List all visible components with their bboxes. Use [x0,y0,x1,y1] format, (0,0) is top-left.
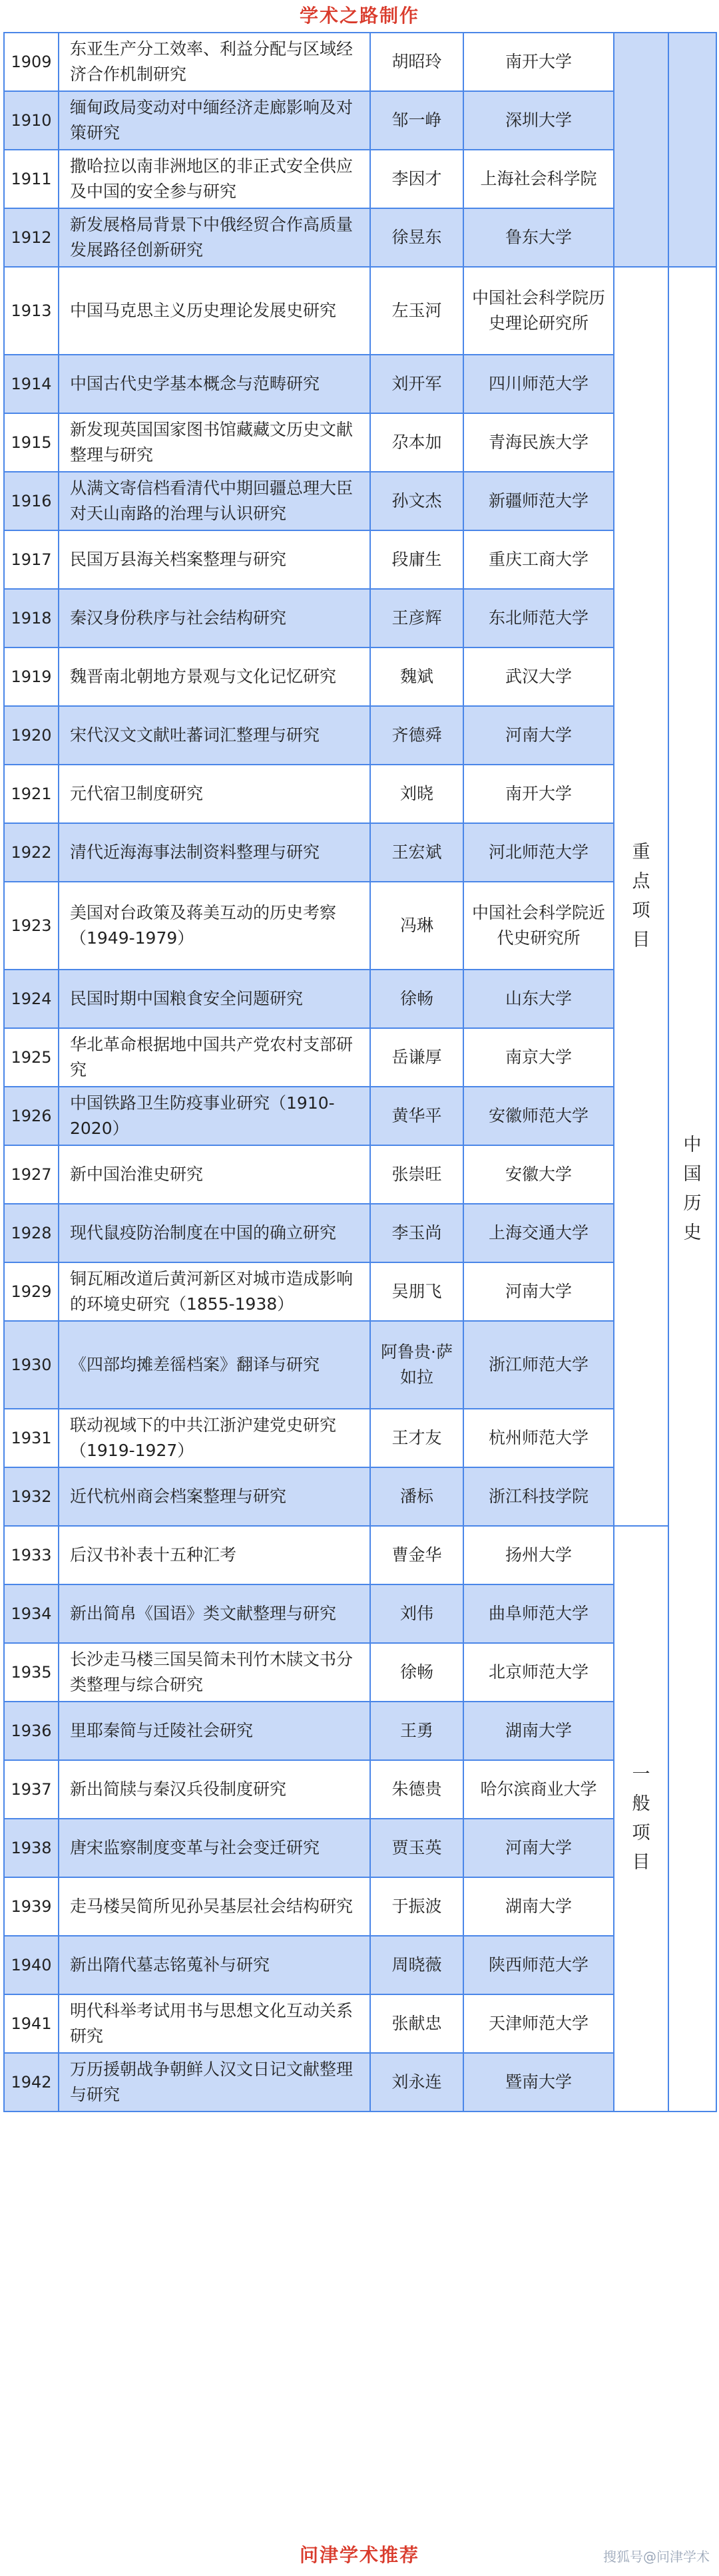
project-number: 1942 [4,2053,59,2112]
project-institution: 扬州大学 [463,1526,614,1584]
category-cell-blank [614,33,668,267]
table-row [4,1262,716,1321]
project-leader: 张崇旺 [370,1145,463,1204]
category-major [614,267,668,1526]
project-institution: 鲁东大学 [463,208,614,267]
project-number: 1918 [4,589,59,647]
footer-title: 问津学术推荐 [299,2544,419,2566]
project-leader: 王才友 [370,1409,463,1467]
project-number: 1924 [4,970,59,1028]
table-row [4,765,716,823]
project-number: 1937 [4,1760,59,1819]
table-row [4,1321,716,1409]
table-row [4,1028,716,1087]
table-row [4,1877,716,1936]
project-leader: 王勇 [370,1702,463,1760]
project-institution: 天津师范大学 [463,1994,614,2053]
project-institution: 曲阜师范大学 [463,1584,614,1643]
project-title: 走马楼吴简所见孙吴基层社会结构研究 [59,1877,370,1936]
table-row [4,355,716,413]
project-number: 1941 [4,1994,59,2053]
project-institution: 新疆师范大学 [463,472,614,530]
project-institution: 杭州师范大学 [463,1409,614,1467]
project-institution: 安徽大学 [463,1145,614,1204]
project-leader: 徐昱东 [370,208,463,267]
project-institution: 深圳大学 [463,91,614,150]
table-row [4,1819,716,1877]
project-number: 1938 [4,1819,59,1877]
project-number: 1934 [4,1584,59,1643]
field-cell-blank [668,33,716,267]
project-number: 1939 [4,1877,59,1936]
project-number: 1913 [4,267,59,355]
project-institution: 暨南大学 [463,2053,614,2112]
project-title: 万历援朝战争朝鲜人汉文日记文献整理与研究 [59,2053,370,2112]
project-title: 秦汉身份秩序与社会结构研究 [59,589,370,647]
table-row [4,1643,716,1702]
table-row [4,1994,716,2053]
project-institution: 北京师范大学 [463,1643,614,1702]
table-row [4,33,716,91]
project-institution: 安徽师范大学 [463,1087,614,1145]
table-row [4,1584,716,1643]
project-number: 1940 [4,1936,59,1994]
project-institution: 重庆工商大学 [463,530,614,589]
project-leader: 李玉尚 [370,1204,463,1262]
project-title: 联动视域下的中共江浙沪建党史研究（1919-1927） [59,1409,370,1467]
project-number: 1917 [4,530,59,589]
project-title: 新中国治淮史研究 [59,1145,370,1204]
project-title: 铜瓦厢改道后黄河新区对城市造成影响的环境史研究（1855-1938） [59,1262,370,1321]
project-number: 1909 [4,33,59,91]
project-number: 1925 [4,1028,59,1087]
project-institution: 浙江师范大学 [463,1321,614,1409]
project-number: 1916 [4,472,59,530]
project-title: 新出隋代墓志铭蒐补与研究 [59,1936,370,1994]
project-number: 1932 [4,1467,59,1526]
project-institution: 东北师范大学 [463,589,614,647]
project-leader: 尕本加 [370,413,463,472]
project-leader: 潘标 [370,1467,463,1526]
project-institution: 中国社会科学院历史理论研究所 [463,267,614,355]
project-leader: 刘伟 [370,1584,463,1643]
table-row [4,706,716,765]
project-title: 华北革命根据地中国共产党农村支部研究 [59,1028,370,1087]
project-number: 1936 [4,1702,59,1760]
table-row [4,1467,716,1526]
watermark: 搜狐号@问津学术 [603,2549,710,2565]
project-leader: 朱德贵 [370,1760,463,1819]
table-row [4,91,716,150]
project-title: 明代科举考试用书与思想文化互动关系研究 [59,1994,370,2053]
table-row [4,1145,716,1204]
project-leader: 贾玉英 [370,1819,463,1877]
project-number: 1926 [4,1087,59,1145]
table-row [4,647,716,706]
project-leader: 刘晓 [370,765,463,823]
project-number: 1928 [4,1204,59,1262]
project-leader: 魏斌 [370,647,463,706]
project-title: 民国时期中国粮食安全问题研究 [59,970,370,1028]
project-leader: 王彦辉 [370,589,463,647]
project-title: 长沙走马楼三国吴简未刊竹木牍文书分类整理与综合研究 [59,1643,370,1702]
table-row [4,970,716,1028]
project-number: 1914 [4,355,59,413]
project-institution: 河南大学 [463,1262,614,1321]
project-title: 新发展格局背景下中俄经贸合作高质量发展路径创新研究 [59,208,370,267]
project-institution: 中国社会科学院近代史研究所 [463,882,614,970]
project-institution: 武汉大学 [463,647,614,706]
field-history-label: 中国历史 [683,1135,702,1243]
project-leader: 曹金华 [370,1526,463,1584]
project-number: 1915 [4,413,59,472]
project-title: 中国古代史学基本概念与范畴研究 [59,355,370,413]
project-leader: 李因才 [370,150,463,208]
project-title: 现代鼠疫防治制度在中国的确立研究 [59,1204,370,1262]
table-row [4,472,716,530]
project-number: 1921 [4,765,59,823]
project-number: 1910 [4,91,59,150]
project-title: 撒哈拉以南非洲地区的非正式安全供应及中国的安全参与研究 [59,150,370,208]
project-institution: 上海交通大学 [463,1204,614,1262]
project-title: 新发现英国国家图书馆藏藏文历史文献整理与研究 [59,413,370,472]
project-institution: 河南大学 [463,706,614,765]
project-institution: 南开大学 [463,33,614,91]
project-number: 1930 [4,1321,59,1409]
project-leader: 孙文杰 [370,472,463,530]
table-row [4,882,716,970]
project-title: 后汉书补表十五种汇考 [59,1526,370,1584]
project-leader: 邹一峥 [370,91,463,150]
project-institution: 山东大学 [463,970,614,1028]
table-row [4,1760,716,1819]
project-title: 清代近海海事法制资料整理与研究 [59,823,370,882]
table-row [4,208,716,267]
project-institution: 四川师范大学 [463,355,614,413]
project-table [3,32,717,2112]
project-leader: 左玉河 [370,267,463,355]
project-institution: 青海民族大学 [463,413,614,472]
category-general-label: 一般项目 [632,1764,650,1873]
project-title: 中国马克思主义历史理论发展史研究 [59,267,370,355]
project-title: 元代宿卫制度研究 [59,765,370,823]
table-row [4,413,716,472]
table-row [4,1409,716,1467]
category-major-label: 重点项目 [632,842,650,950]
header-title: 学术之路制作 [299,5,419,27]
table-row [4,589,716,647]
project-institution: 湖南大学 [463,1702,614,1760]
project-leader: 刘永连 [370,2053,463,2112]
project-institution: 河北师范大学 [463,823,614,882]
project-institution: 南开大学 [463,765,614,823]
table-row [4,2053,716,2112]
project-title: 从满文寄信档看清代中期回疆总理大臣对天山南路的治理与认识研究 [59,472,370,530]
project-number: 1920 [4,706,59,765]
project-leader: 于振波 [370,1877,463,1936]
project-leader: 张献忠 [370,1994,463,2053]
project-title: 近代杭州商会档案整理与研究 [59,1467,370,1526]
field-history [668,267,716,2112]
project-title: 《四部均摊差徭档案》翻译与研究 [59,1321,370,1409]
project-number: 1927 [4,1145,59,1204]
table-row [4,530,716,589]
project-institution: 陕西师范大学 [463,1936,614,1994]
project-institution: 哈尔滨商业大学 [463,1760,614,1819]
project-title: 里耶秦简与迁陵社会研究 [59,1702,370,1760]
project-number: 1935 [4,1643,59,1702]
project-number: 1923 [4,882,59,970]
project-title: 魏晋南北朝地方景观与文化记忆研究 [59,647,370,706]
project-leader: 段庸生 [370,530,463,589]
project-number: 1912 [4,208,59,267]
table-row [4,267,716,355]
table-row [4,150,716,208]
project-title: 缅甸政局变动对中缅经济走廊影响及对策研究 [59,91,370,150]
project-leader: 冯琳 [370,882,463,970]
project-title: 美国对台政策及蒋美互动的历史考察（1949-1979） [59,882,370,970]
project-institution: 南京大学 [463,1028,614,1087]
project-title: 新出简帛《国语》类文献整理与研究 [59,1584,370,1643]
project-institution: 河南大学 [463,1819,614,1877]
project-leader: 徐畅 [370,970,463,1028]
project-number: 1911 [4,150,59,208]
table-row [4,1702,716,1760]
table-row [4,823,716,882]
table-row [4,1204,716,1262]
project-leader: 王宏斌 [370,823,463,882]
project-number: 1922 [4,823,59,882]
project-leader: 黄华平 [370,1087,463,1145]
table-body [4,33,716,2112]
project-leader: 齐德舜 [370,706,463,765]
project-number: 1933 [4,1526,59,1584]
project-number: 1929 [4,1262,59,1321]
project-leader: 阿鲁贵·萨如拉 [370,1321,463,1409]
project-leader: 刘开军 [370,355,463,413]
table-row [4,1087,716,1145]
project-institution: 浙江科技学院 [463,1467,614,1526]
table-row [4,1526,716,1584]
project-institution: 湖南大学 [463,1877,614,1936]
project-title: 宋代汉文文献吐蕃词汇整理与研究 [59,706,370,765]
project-leader: 岳谦厚 [370,1028,463,1087]
project-title: 唐宋监察制度变革与社会变迁研究 [59,1819,370,1877]
project-leader: 徐畅 [370,1643,463,1702]
project-title: 中国铁路卫生防疫事业研究（1910-2020） [59,1087,370,1145]
table-row [4,1936,716,1994]
project-title: 新出简牍与秦汉兵役制度研究 [59,1760,370,1819]
project-title: 东亚生产分工效率、利益分配与区域经济合作机制研究 [59,33,370,91]
project-title: 民国万县海关档案整理与研究 [59,530,370,589]
project-number: 1931 [4,1409,59,1467]
project-leader: 周晓薇 [370,1936,463,1994]
project-number: 1919 [4,647,59,706]
category-general [614,1526,668,2112]
project-leader: 胡昭玲 [370,33,463,91]
project-institution: 上海社会科学院 [463,150,614,208]
project-leader: 吴朋飞 [370,1262,463,1321]
